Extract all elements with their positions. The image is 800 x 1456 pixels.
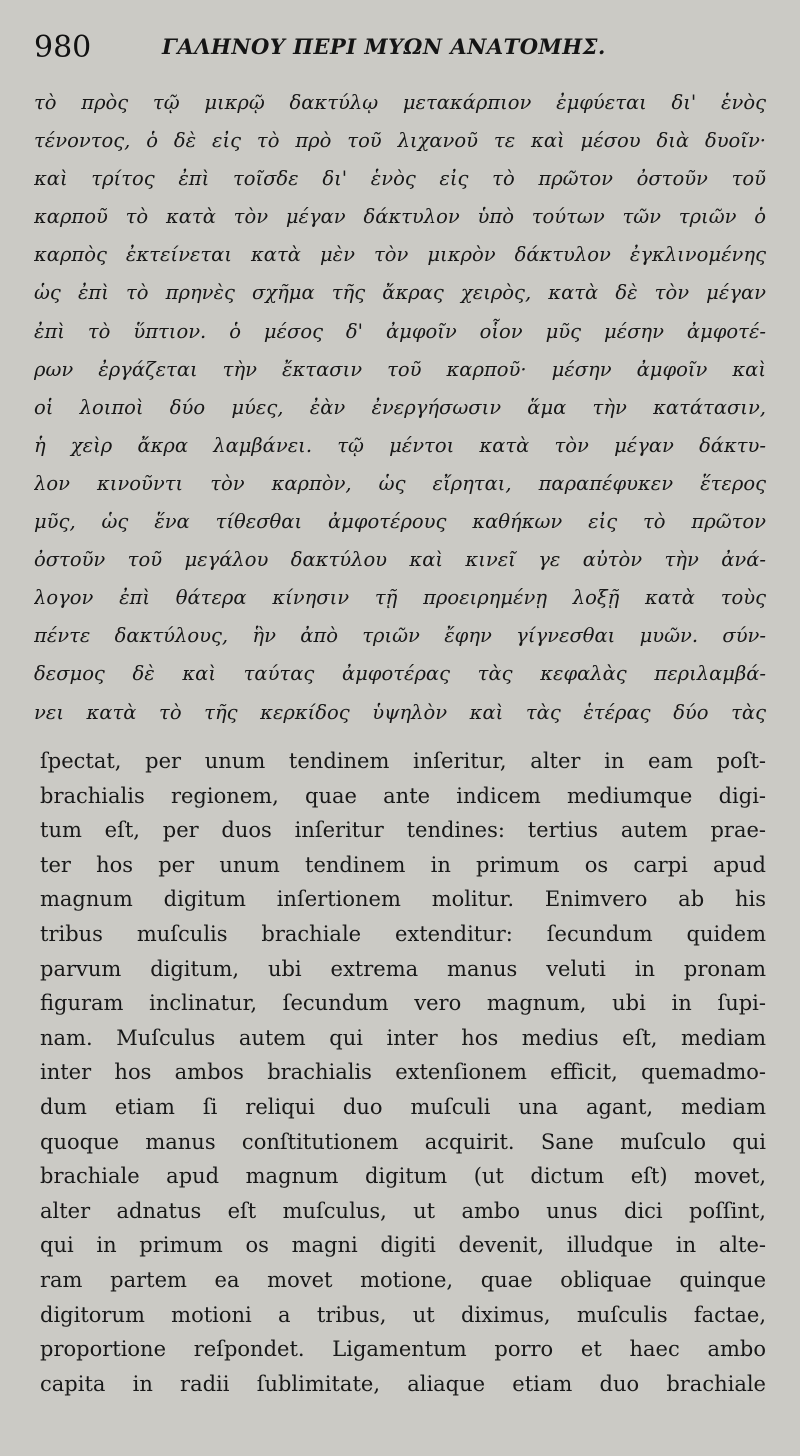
greek-line: τὸ πρὸς τῷ μικρῷ δακτύλῳ μετακάρπιον ἐμφύεται δι' ἑνὸς <box>34 91 766 114</box>
latin-line: qui in primum os magni digiti devenit, illudque in alte- <box>40 1233 766 1258</box>
page-header <box>34 22 766 72</box>
greek-line: ρων ἐργάζεται τὴν ἔκτασιν τοῦ καρποῦ· μέσην ἀμφοῖν καὶ <box>34 357 766 381</box>
latin-line: tum eſt, per duos inſeritur tendines: tertius autem prae- <box>40 818 766 843</box>
greek-line: ἡ χεὶρ ἄκρα λαμβάνει. τῷ μέντοι κατὰ τὸν μέγαν δάκτυ- <box>34 433 766 457</box>
latin-line: brachiale apud magnum digitum (ut dictum eſt) movet, <box>40 1164 766 1189</box>
running-head: ΓΑΛΗΝΟΥ ΠΕΡΙ ΜΥΩΝ ΑΝΑΤΟΜΗΣ. <box>162 34 606 59</box>
latin-line: capita in radii ſublimitate, aliaque etiam duo brachiale <box>40 1371 766 1396</box>
greek-text-block <box>34 84 766 732</box>
greek-line: πέντε δακτύλους, ἣν ἀπὸ τριῶν ἔφην γίγνεσθαι μυῶν. σύν- <box>34 624 766 648</box>
latin-line: ſpectat, per unum tendinem inſeritur, alter in eam poſt- <box>40 749 766 773</box>
greek-line: δεσμος δὲ καὶ ταύτας ἀμφοτέρας τὰς κεφαλὰς περιλαμβά- <box>34 662 766 686</box>
latin-line: magnum digitum inſertionem molitur. Enimvero ab his <box>40 887 766 912</box>
page-number: 980 <box>34 30 92 65</box>
greek-line: μῦς, ὡς ἕνα τίθεσθαι ἀμφοτέρους καθήκων εἰς τὸ πρῶτον <box>34 510 766 534</box>
greek-line: λον κινοῦντι τὸν καρπὸν, ὡς εἴρηται, παραπέφυκεν ἕτερος <box>34 471 766 495</box>
latin-line: ram partem ea movet motione, quae obliquae quinque <box>40 1267 766 1292</box>
greek-line: νει κατὰ τὸ τῆς κερκίδος ὑψηλὸν καὶ τὰς ἑτέρας δύο τὰς <box>34 700 766 724</box>
latin-line: tribus muſculis brachiale extenditur: ſecundum quidem <box>40 921 766 946</box>
greek-line: λογον ἐπὶ θάτερα κίνησιν τῇ προειρημένῃ λοξῇ κατὰ τοὺς <box>34 586 766 610</box>
latin-line: nam. Muſculus autem qui inter hos medius eſt, mediam <box>40 1025 766 1050</box>
greek-line: ὀστοῦν τοῦ μεγάλου δακτύλου καὶ κινεῖ γε αὐτὸν τὴν ἀνά- <box>34 548 766 572</box>
greek-line: καὶ τρίτος ἐπὶ τοῖσδε δι' ἑνὸς εἰς τὸ πρῶτον ὀστοῦν τοῦ <box>34 167 766 191</box>
latin-line: brachialis regionem, quae ante indicem mediumque digi- <box>40 783 766 808</box>
latin-line: figuram inclinatur, ſecundum vero magnum, ubi in ſupi- <box>40 991 766 1016</box>
greek-line: ὡς ἐπὶ τὸ πρηνὲς σχῆμα τῆς ἄκρας χειρὸς, κατὰ δὲ τὸν μέγαν <box>34 281 766 305</box>
latin-text-block <box>40 744 766 1401</box>
latin-line: digitorum motioni a tribus, ut diximus, muſculis factae, <box>40 1302 766 1327</box>
greek-line: καρποῦ τὸ κατὰ τὸν μέγαν δάκτυλον ὑπὸ τούτων τῶν τριῶν ὁ <box>34 205 766 229</box>
latin-line: quoque manus conſtitutionem acquirit. Sane muſculo qui <box>40 1129 766 1154</box>
greek-line: οἱ λοιποὶ δύο μύες, ἐὰν ἐνεργήσωσιν ἅμα τὴν κατάτασιν, <box>34 395 766 419</box>
latin-line: dum etiam ſi reliqui duo muſculi una agant, mediam <box>40 1094 766 1119</box>
greek-line: τένοντος, ὁ δὲ εἰς τὸ πρὸ τοῦ λιχανοῦ τε καὶ μέσου διὰ δυοῖν· <box>34 129 766 153</box>
latin-line: parvum digitum, ubi extrema manus veluti in pronam <box>40 956 766 981</box>
latin-line: alter adnatus eſt muſculus, ut ambo unus dici poſſint, <box>40 1198 766 1223</box>
latin-line: inter hos ambos brachialis extenſionem efficit, quemadmo- <box>40 1060 766 1085</box>
greek-line: ἐπὶ τὸ ὕπτιον. ὁ μέσος δ' ἀμφοῖν οἷον μῦς μέσην ἀμφοτέ- <box>34 319 766 343</box>
greek-line: καρπὸς ἐκτείνεται κατὰ μὲν τὸν μικρὸν δάκτυλον ἐγκλινομένης <box>34 243 766 267</box>
latin-line: ter hos per unum tendinem in primum os carpi apud <box>40 852 766 877</box>
latin-line: proportione reſpondet. Ligamentum porro et haec ambo <box>40 1337 766 1362</box>
